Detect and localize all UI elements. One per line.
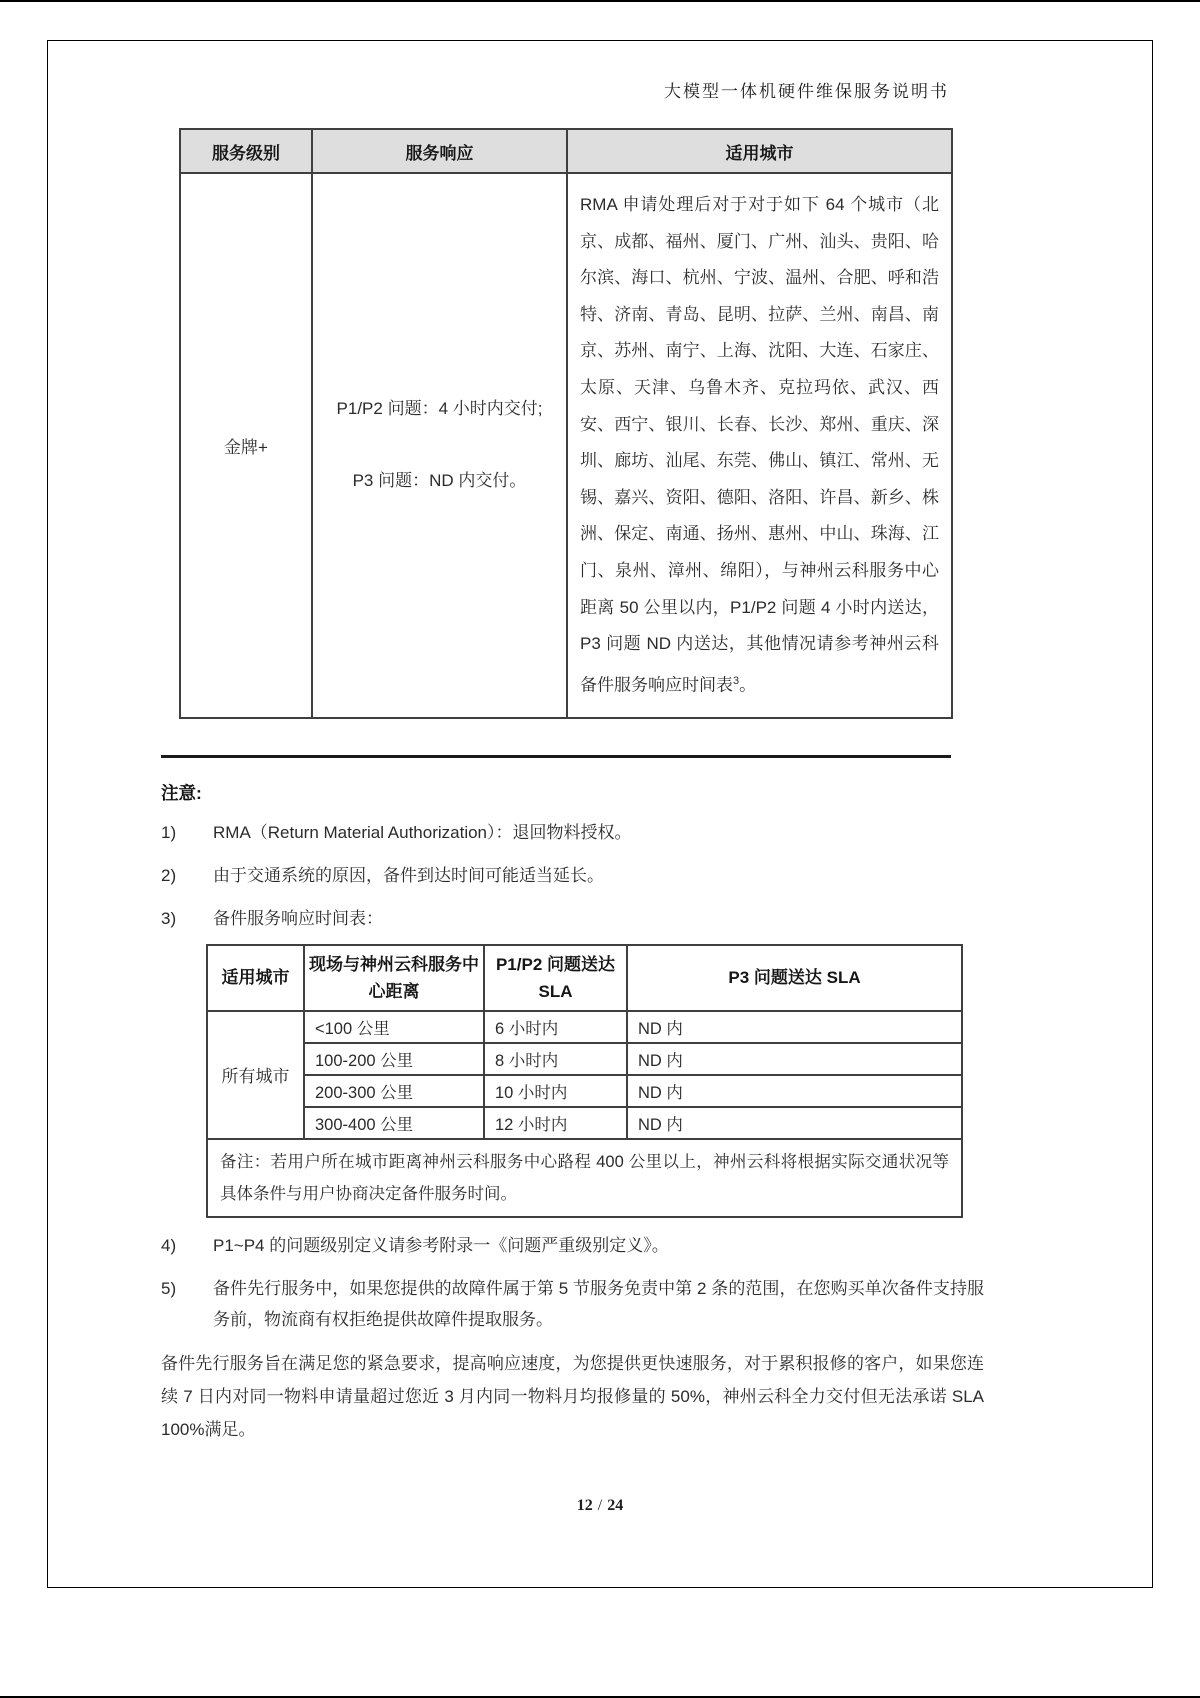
col-header-service-level: 服务级别 [180,129,312,173]
screenshot-top-edge [0,0,1200,2]
page-number-total: 24 [607,1497,624,1514]
service-level-table [179,128,953,719]
col-header-p1p2-sla: P1/P2 问题送达 SLA [484,945,627,1011]
sla-row-3 [207,1075,962,1107]
response-p1p2: P1/P2 问题：4 小时内交付; [336,399,543,419]
cell-remark: 备注：若用户所在城市距离神州云科服务中心路程 400 公里以上，神州云科将根据实际交通状况等具体条件与用户协商决定备件服务时间。 [207,1139,962,1217]
note-number: 1) [161,822,177,842]
note-number: 3) [161,908,177,928]
page-content [48,41,1152,1446]
page-number-separator: / [597,1497,603,1514]
closing-paragraph: 备件先行服务旨在满足您的紧急要求，提高响应速度，为您提供更快速服务，对于累积报修的客户，如果您连续 7 日内对同一物料申请量超过您近 3 月内同一物料月均报修量的 50%，神州云科全力交付但无法承诺 SLA 100%满足。 [161,1353,984,1439]
note-number: 2) [161,865,177,885]
document-header-title: 大模型一体机硬件维保服务说明书 [664,82,949,101]
note-item-2 [161,860,984,891]
cell-p1p2-sla: 8 小时内 [484,1043,627,1075]
spare-parts-sla-table [206,944,963,1218]
note-text: 由于交通系统的原因，备件到达时间可能适当延长。 [213,865,604,885]
cell-p3-sla: ND 内 [627,1107,962,1139]
cell-p1p2-sla: 6 小时内 [484,1011,627,1043]
note-text: RMA（Return Material Authorization）：退回物料授权。 [213,822,632,842]
cell-applicable-cities [567,173,952,718]
service-table-row [180,173,952,718]
note-item-1 [161,817,984,848]
sla-table-header-row [207,945,962,1011]
sla-row-4 [207,1107,962,1139]
document-page [47,40,1153,1588]
col-header-p3-sla: P3 问题送达 SLA [627,945,962,1011]
cell-service-level: 金牌+ [180,173,312,718]
note-item-4 [161,1230,984,1261]
page-number [48,1497,1152,1515]
cell-p1p2-sla: 12 小时内 [484,1107,627,1139]
note-item-3 [161,903,984,934]
page-number-current: 12 [576,1497,593,1514]
cell-service-response [312,173,567,718]
cell-p3-sla: ND 内 [627,1043,962,1075]
footnote-ref-3: 3 [733,674,740,687]
sla-row-2 [207,1043,962,1075]
service-table-header-row [180,129,952,173]
note-item-5 [161,1273,984,1335]
cell-p3-sla: ND 内 [627,1011,962,1043]
col-header-city: 适用城市 [207,945,304,1011]
cell-distance: 300-400 公里 [304,1107,484,1139]
cell-distance: 200-300 公里 [304,1075,484,1107]
cell-p1p2-sla: 10 小时内 [484,1075,627,1107]
note-text: P1~P4 的问题级别定义请参考附录一《问题严重级别定义》。 [213,1235,669,1255]
cell-city-group: 所有城市 [207,1011,304,1139]
cities-text: RMA 申请处理后对于对于如下 64 个城市（北京、成都、福州、厦门、广州、汕头、贵阳、哈尔滨、海口、杭州、宁波、温州、合肥、呼和浩特、济南、青岛、昆明、拉萨、兰州、南昌、南京、苏州、南宁、上海、沈阳、大连、石家庄、太原、天津、乌鲁木齐、克拉玛依、武汉、西安、西宁、银川、长春、长沙、郑州、重庆、深圳、廊坊、汕尾、东莞、佛山、镇江、常州、无锡、嘉兴、资阳、德阳、洛阳、许昌、新乡、株洲、保定、南通、扬州、惠州、中山、珠海、江门、泉州、漳州、绵阳），与神州云科服务中心距离 50 公里以内，P1/P2 问题 4 小时内送达，P3 问题 ND 内送达，其他情况请参考神州云科备件服务响应时间表 [580,195,939,695]
note-text: 备件服务响应时间表： [213,908,383,928]
cell-distance: 100-200 公里 [304,1043,484,1075]
sla-remark-row [207,1139,962,1217]
sla-row-1 [207,1011,962,1043]
section-divider-rule [161,755,951,758]
cell-distance: <100 公里 [304,1011,484,1043]
col-header-applicable-cities: 适用城市 [567,129,952,173]
cell-p3-sla: ND 内 [627,1075,962,1107]
response-p3: P3 问题：ND 内交付。 [352,471,527,491]
notes-heading: 注意: [161,782,202,803]
col-header-service-response: 服务响应 [312,129,567,173]
note-number: 5) [161,1278,177,1298]
note-number: 4) [161,1235,177,1255]
col-header-distance: 现场与神州云科服务中心距离 [304,945,484,1011]
cities-suffix: 。 [739,675,757,695]
note-text: 备件先行服务中，如果您提供的故障件属于第 5 节服务免责中第 2 条的范围，在您购买单次备件支持服务前，物流商有权拒绝提供故障件提取服务。 [213,1278,984,1329]
